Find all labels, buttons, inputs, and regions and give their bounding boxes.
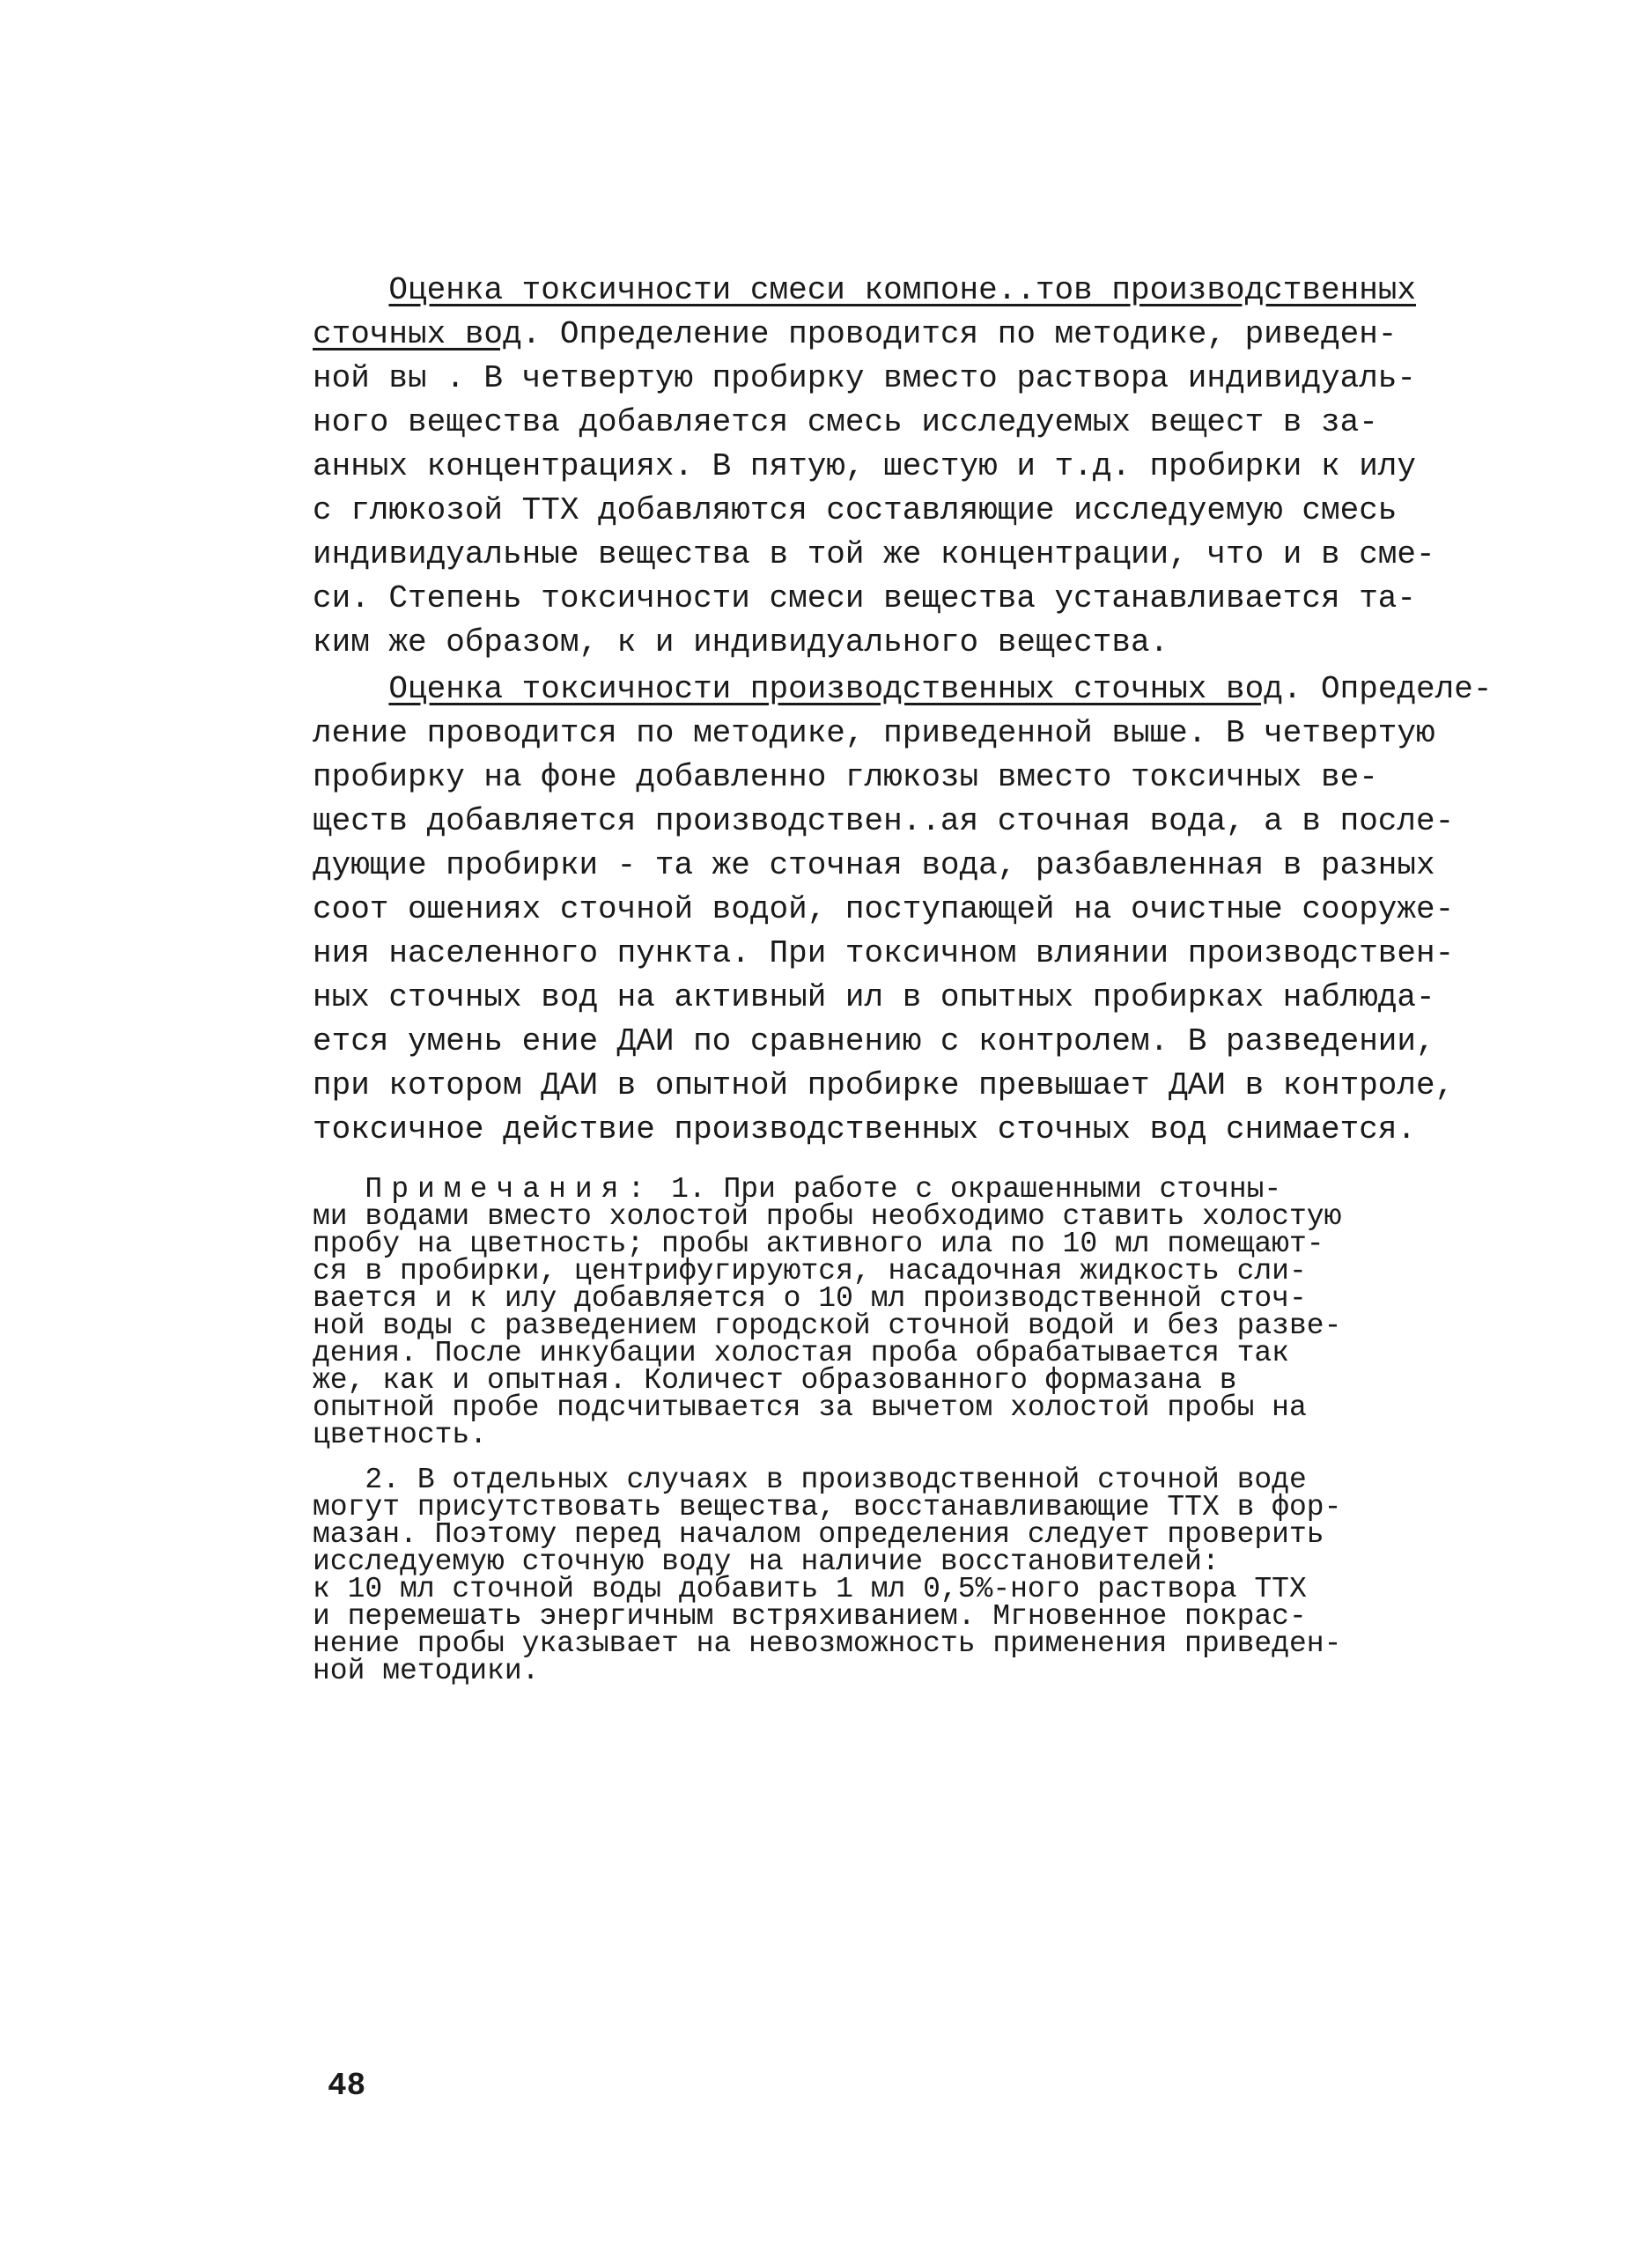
note2-line: и перемешать энергичным встряхиванием. Мгновенное покрас- (313, 1600, 1307, 1633)
paragraph2-line: ется умень ение ДАИ по сравнению с контролем. В разведении, (313, 1023, 1435, 1059)
page-number: 48 (328, 2068, 366, 2104)
paragraph1-heading-part1: Оценка токсичности смеси компоне..тов производственных (388, 272, 1417, 308)
notes-label: Примечания: (365, 1173, 654, 1206)
paragraph2-line: соот ошениях сточной водой, поступающей на очистные сооруже- (313, 891, 1455, 927)
note2-line: мазан. Поэтому перед началом определения следует проверить (313, 1518, 1324, 1551)
paragraph1-line: анных концентрациях. В пятую, шестую и т.д. пробирки к илу (313, 448, 1417, 484)
paragraph2-line: пробирку на фоне добавленно глюкозы вместо токсичных ве- (313, 759, 1378, 795)
paragraph1-line: си. Степень токсичности смеси вещества устанавливается та- (313, 580, 1417, 616)
note1-line: 1. При работе с окрашенными сточны- (653, 1173, 1282, 1206)
paragraph-mixture-toxicity (313, 269, 1435, 665)
note1-line: ми водами вместо холостой пробы необходимо ставить холостую (313, 1200, 1342, 1233)
note2-line: к 10 мл сточной воды добавить 1 мл 0,5%-ного раствора ТТХ (313, 1573, 1307, 1605)
paragraph1-line: с глюкозой ТТХ добавляются составляющие исследуемую смесь (313, 492, 1398, 528)
paragraph2-line: . Определе- (1282, 671, 1493, 707)
paragraph2-line: ных сточных вод на активный ил в опытных пробирках наблюда- (313, 979, 1435, 1015)
paragraph1-line: . Определение проводится по методике, риведен- (521, 316, 1398, 352)
note1-line: вается и к илу добавляется о 10 мл производственной сточ- (313, 1282, 1307, 1315)
paragraph1-line: индивидуальные вещества в той же концентрации, что и в сме- (313, 536, 1435, 572)
notes-block-1 (313, 1173, 1422, 1451)
paragraph2-line: ление проводится по методике, приведенной выше. В четвертую (313, 715, 1435, 751)
paragraph1-line: ной вы . В четвертую пробирку вместо раствора индивидуаль- (313, 360, 1417, 396)
notes-block-2 (313, 1466, 1422, 1685)
note1-line: ся в пробирки, центрифугируются, насадочная жидкость сли- (313, 1255, 1307, 1287)
paragraph2-line: при котором ДАИ в опытной пробирке превышает ДАИ в контроле, (313, 1067, 1455, 1103)
note2-line: ной методики. (313, 1655, 540, 1687)
note1-line: опытной пробе подсчитывается за вычетом холостой пробы на (313, 1391, 1307, 1424)
note2-line: 2. В отдельных случаях в производственной сточной воде (313, 1464, 1307, 1496)
note1-line: пробу на цветность; пробы активного ила по 10 мл помещают- (313, 1228, 1324, 1260)
note2-line: исследуемую сточную воду на наличие восстановителей: (313, 1546, 1220, 1578)
paragraph2-line: ния населенного пункта. При токсичном влиянии производствен- (313, 935, 1455, 971)
paragraph2-line: токсичное действие производственных сточных вод снимается. (313, 1111, 1417, 1147)
note2-line: нение пробы указывает на невозможность применения приведен- (313, 1627, 1342, 1660)
paragraph1-line: ким же образом, к и индивидуального вещества. (313, 624, 1169, 660)
note1-line: ной воды с разведением городской сточной водой и без разве- (313, 1310, 1342, 1342)
note1-line: же, как и опытная. Количест образованного формазана в (313, 1364, 1237, 1397)
paragraph-wastewater-toxicity (313, 668, 1493, 1152)
paragraph2-heading: Оценка токсичности производственных сточных вод (388, 671, 1283, 707)
paragraph1-heading-part2: сточных вод (313, 316, 522, 352)
paragraph2-line: ществ добавляется производствен..ая сточная вода, а в после- (313, 803, 1455, 839)
note1-line: цветность. (313, 1419, 488, 1451)
paragraph1-line: ного вещества добавляется смесь исследуемых вещест в за- (313, 404, 1378, 440)
note2-line: могут присутствовать вещества, восстанавливающие ТТХ в фор- (313, 1491, 1342, 1524)
paragraph2-line: дующие пробирки - та же сточная вода, разбавленная в разных (313, 847, 1435, 883)
note1-line: дения. После инкубации холостая проба обрабатывается так (313, 1337, 1289, 1369)
